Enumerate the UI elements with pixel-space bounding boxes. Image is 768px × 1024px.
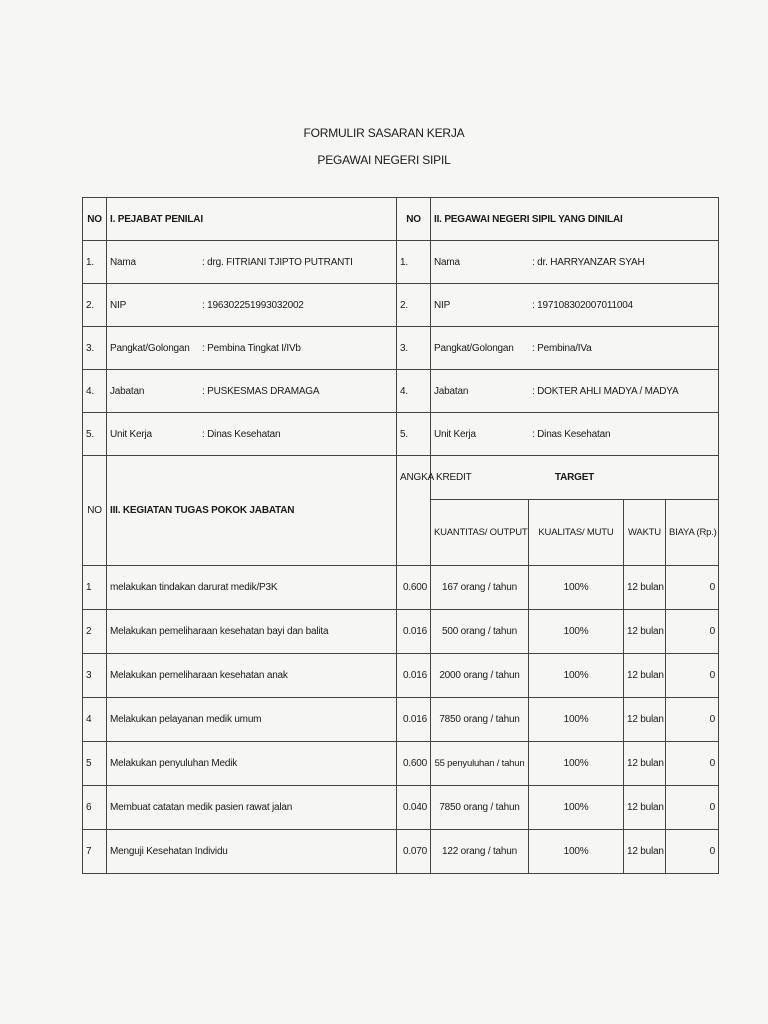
activities-header-kegiatan: III. KEGIATAN TUGAS POKOK JABATAN	[107, 456, 397, 566]
activity-kegiatan: Membuat catatan medik pasien rawat jalan	[107, 786, 397, 830]
identity-no: 4.	[83, 370, 107, 413]
activity-kualitas: 100%	[529, 786, 624, 830]
activity-kuantitas: 122 orang / tahun	[431, 830, 529, 874]
identity-header-row	[83, 198, 719, 241]
identity-label: Jabatan	[110, 385, 145, 397]
activity-waktu: 12 bulan	[624, 830, 666, 874]
activity-kredit: 0.600	[397, 742, 431, 786]
activity-biaya: 0	[666, 654, 719, 698]
identity-row	[83, 241, 719, 284]
activity-row	[83, 698, 719, 742]
activity-kredit: 0.016	[397, 610, 431, 654]
sasaran-kerja-table	[82, 197, 719, 874]
activity-kuantitas: 7850 orang / tahun	[431, 786, 529, 830]
identity-no: 1.	[83, 241, 107, 284]
identity-row	[83, 284, 719, 327]
activities-header-kualitas: KUALITAS/ MUTU	[529, 500, 624, 566]
identity-label: Nama	[110, 256, 136, 268]
activity-no: 7	[83, 830, 107, 874]
activity-waktu: 12 bulan	[624, 610, 666, 654]
activity-kegiatan: melakukan tindakan darurat medik/P3K	[107, 566, 397, 610]
penilai-value: : 196302251993032002	[202, 299, 304, 311]
activity-kualitas: 100%	[529, 566, 624, 610]
activity-biaya: 0	[666, 742, 719, 786]
activity-kredit: 0.016	[397, 698, 431, 742]
activities-header-kuantitas: KUANTITAS/ OUTPUT	[431, 500, 529, 566]
activities-header-target: TARGET	[431, 456, 719, 500]
identity-no: 2.	[397, 284, 431, 327]
activity-kualitas: 100%	[529, 742, 624, 786]
activity-row	[83, 830, 719, 874]
activity-kualitas: 100%	[529, 698, 624, 742]
activity-no: 6	[83, 786, 107, 830]
activities-header-no: NO	[83, 456, 107, 566]
activity-kuantitas: 55 penyuluhan / tahun	[431, 742, 529, 786]
activity-row	[83, 654, 719, 698]
identity-label: Unit Kerja	[434, 428, 476, 440]
activities-header-biaya: BIAYA (Rp.)	[666, 500, 719, 566]
identity-no: 2.	[83, 284, 107, 327]
identity-label: NIP	[110, 299, 127, 311]
form-title: FORMULIR SASARAN KERJA	[303, 126, 465, 140]
activity-kualitas: 100%	[529, 654, 624, 698]
penilai-value: : Pembina Tingkat I/IVb	[202, 342, 301, 354]
identity-label: Unit Kerja	[110, 428, 152, 440]
activity-kegiatan: Melakukan penyuluhan Medik	[107, 742, 397, 786]
header-pegawai-dinilai: II. PEGAWAI NEGERI SIPIL YANG DINILAI	[431, 198, 719, 241]
activity-biaya: 0	[666, 698, 719, 742]
activity-row	[83, 786, 719, 830]
dinilai-value: : dr. HARRYANZAR SYAH	[532, 256, 645, 268]
activity-waktu: 12 bulan	[624, 698, 666, 742]
activity-kualitas: 100%	[529, 610, 624, 654]
activity-kredit: 0.016	[397, 654, 431, 698]
activity-waktu: 12 bulan	[624, 566, 666, 610]
identity-no: 5.	[397, 413, 431, 456]
activity-biaya: 0	[666, 610, 719, 654]
header-no-dinilai: NO	[397, 198, 431, 241]
identity-row	[83, 327, 719, 370]
activity-kuantitas: 7850 orang / tahun	[431, 698, 529, 742]
activity-waktu: 12 bulan	[624, 654, 666, 698]
activity-kegiatan: Melakukan pelayanan medik umum	[107, 698, 397, 742]
activity-kredit: 0.070	[397, 830, 431, 874]
activities-header-angka-kredit: ANGKA KREDIT	[397, 456, 431, 566]
dinilai-value: : Dinas Kesehatan	[532, 428, 611, 440]
activity-row	[83, 610, 719, 654]
identity-no: 1.	[397, 241, 431, 284]
activity-row	[83, 566, 719, 610]
dinilai-value: : DOKTER AHLI MADYA / MADYA	[532, 385, 679, 397]
identity-label: Pangkat/Golongan	[110, 342, 190, 354]
activity-kualitas: 100%	[529, 830, 624, 874]
activity-biaya: 0	[666, 830, 719, 874]
identity-no: 4.	[397, 370, 431, 413]
penilai-value: : PUSKESMAS DRAMAGA	[202, 385, 320, 397]
activity-kegiatan: Melakukan pemeliharaan kesehatan anak	[107, 654, 397, 698]
identity-label: Nama	[434, 256, 460, 268]
form-subtitle: PEGAWAI NEGERI SIPIL	[317, 153, 451, 167]
activity-no: 4	[83, 698, 107, 742]
identity-label: NIP	[434, 299, 451, 311]
activity-no: 1	[83, 566, 107, 610]
dinilai-value: : 197108302007011004	[532, 299, 633, 311]
dinilai-value: : Pembina/IVa	[532, 342, 592, 354]
activity-row	[83, 742, 719, 786]
activity-no: 2	[83, 610, 107, 654]
activities-header-row	[83, 456, 719, 500]
activity-kuantitas: 2000 orang / tahun	[431, 654, 529, 698]
header-no-penilai: NO	[83, 198, 107, 241]
activity-biaya: 0	[666, 786, 719, 830]
activity-kegiatan: Melakukan pemeliharaan kesehatan bayi dan balita	[107, 610, 397, 654]
activity-kegiatan: Menguji Kesehatan Individu	[107, 830, 397, 874]
activity-kredit: 0.040	[397, 786, 431, 830]
activity-kuantitas: 500 orang / tahun	[431, 610, 529, 654]
activity-waktu: 12 bulan	[624, 742, 666, 786]
activity-no: 5	[83, 742, 107, 786]
identity-label: Jabatan	[434, 385, 469, 397]
activity-waktu: 12 bulan	[624, 786, 666, 830]
activity-kuantitas: 167 orang / tahun	[431, 566, 529, 610]
identity-no: 3.	[83, 327, 107, 370]
identity-no: 5.	[83, 413, 107, 456]
penilai-value: : Dinas Kesehatan	[202, 428, 281, 440]
activities-header-waktu: WAKTU	[624, 500, 666, 566]
identity-row	[83, 370, 719, 413]
identity-no: 3.	[397, 327, 431, 370]
penilai-value: : drg. FITRIANI TJIPTO PUTRANTI	[202, 256, 353, 268]
identity-row	[83, 413, 719, 456]
activity-no: 3	[83, 654, 107, 698]
identity-label: Pangkat/Golongan	[434, 342, 514, 354]
activity-biaya: 0	[666, 566, 719, 610]
activity-kredit: 0.600	[397, 566, 431, 610]
header-pejabat-penilai: I. PEJABAT PENILAI	[107, 198, 397, 241]
